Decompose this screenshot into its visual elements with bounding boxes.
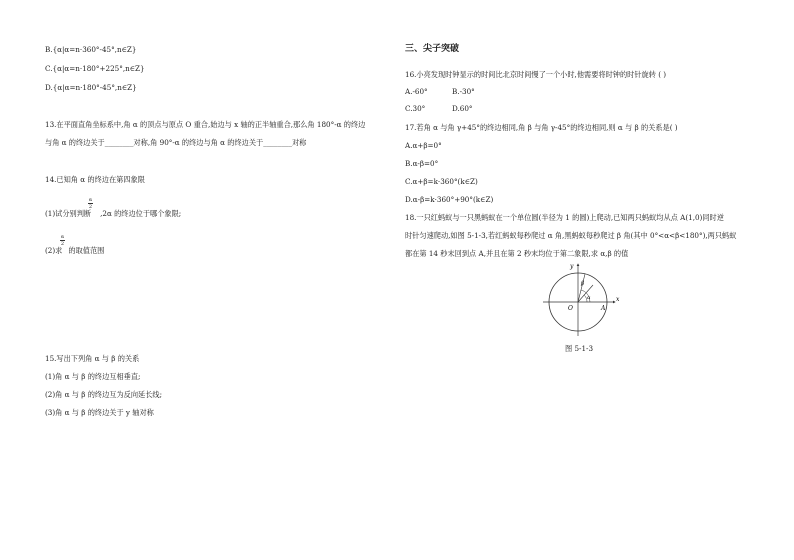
option-c: C.{α|α=n·180°+225°,n∈Z} [45, 64, 145, 73]
question-14-part-2-suffix: 的取值范围 [68, 246, 105, 255]
question-13-line-2: 与角 α 的终边关于________对称,角 90°-α 的终边与角 α 的终边关于________对称 [45, 138, 307, 147]
question-14-title: 14.已知角 α 的终边在第四象限 [45, 175, 145, 184]
beta-label: β [581, 281, 585, 287]
question-14-part-1-prefix: (1)试分别判断 [45, 209, 92, 218]
question-17: 17.若角 α 与角 γ+45°的终边相同,角 β 与角 γ-45°的终边相同,则 α 与 β 的关系是( ) [405, 123, 678, 132]
figure-caption: 图 5-1-3 [565, 344, 594, 353]
fraction-alpha-half-1 [88, 197, 93, 210]
question-14-part-2-prefix: (2)求 [45, 246, 63, 255]
question-16: 16.小亮发现时钟显示的时间比北京时间慢了一个小时,他需要将时钟的时针旋转 ( ) [405, 70, 667, 79]
question-17-option-b: B.α-β=0° [405, 159, 439, 168]
fraction-numerator: α [88, 197, 93, 203]
question-14-part-1-suffix: ,2α 的终边位于哪个象限; [100, 209, 182, 218]
fraction-denominator: 2 [60, 241, 65, 247]
option-b: B.{α|α=n·360°-45°,n∈Z} [45, 45, 137, 54]
question-14-part-1 [45, 209, 181, 218]
question-16-option-c: C.30° [405, 104, 426, 113]
x-axis-label: x [616, 296, 620, 303]
question-16-option-a: A.-60° [405, 87, 428, 96]
point-a-label: A [601, 305, 606, 312]
question-16-option-b: B.-30° [452, 87, 475, 96]
fraction-numerator: α [60, 234, 65, 240]
question-17-option-d: D.α-β=k·360°+90°(k∈Z) [405, 195, 494, 204]
question-15-title: 15.写出下列角 α 与 β 的关系 [45, 354, 140, 363]
y-axis-label: y [570, 263, 574, 270]
question-18-line-1: 18.一只红蚂蚁与一只黑蚂蚁在一个单位圆(半径为 1 的圆)上爬动,已知两只蚂蚁均从点 A(1,0)同时逆 [405, 213, 724, 222]
question-18-line-3: 都在第 14 秒末回到点 A,并且在第 2 秒末均位于第二象限,求 α,β 的值 [405, 249, 629, 258]
section-title: 三、尖子突破 [405, 44, 460, 54]
question-17-option-a: A.α+β=0° [405, 141, 442, 150]
question-14-part-2 [45, 246, 104, 255]
question-15-part-1: (1)角 α 与 β 的终边互相垂直; [45, 372, 141, 381]
question-15-part-3: (3)角 α 与 β 的终边关于 y 轴对称 [45, 408, 154, 417]
question-13-line-1: 13.在平面直角坐标系中,角 α 的顶点与原点 O 重合,始边与 x 轴的正半轴重合,那么角 180°-α 的终边 [45, 120, 366, 129]
unit-circle-figure [535, 258, 625, 338]
question-16-option-d: D.60° [452, 104, 473, 113]
fraction-alpha-half-2 [60, 234, 65, 247]
question-17-option-c: C.α+β=k·360°(k∈Z) [405, 177, 478, 186]
alpha-label: α [587, 295, 591, 301]
origin-label: O [568, 305, 573, 312]
question-15-part-2: (2)角 α 与 β 的终边互为反向延长线; [45, 390, 163, 399]
question-18-line-2: 时针匀速爬动,如图 5-1-3,若红蚂蚁每秒爬过 α 角,黑蚂蚁每秒爬过 β 角(其中 0°<α<β<180°),两只蚂蚁 [405, 231, 737, 240]
option-d: D.{α|α=n·180°-45°,n∈Z} [45, 83, 137, 92]
fraction-denominator: 2 [88, 204, 93, 210]
